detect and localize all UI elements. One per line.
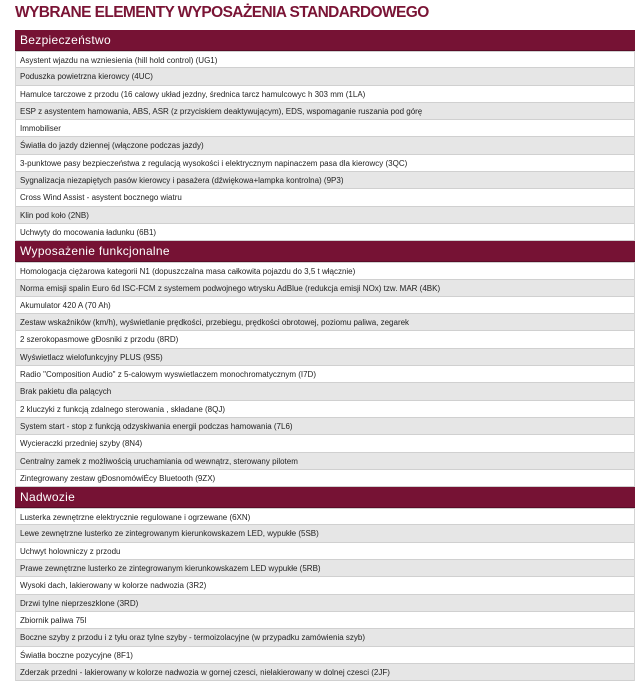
equipment-item: Wyświetlacz wielofunkcyjny PLUS (9S5)	[16, 349, 634, 366]
section-header: Bezpieczeństwo	[15, 30, 635, 51]
section	[15, 30, 635, 241]
section	[15, 241, 635, 487]
section-items	[15, 51, 635, 241]
equipment-item: Homologacja ciężarowa kategorii N1 (dopuszczalna masa całkowita pojazdu do 3,5 t włącznie)	[16, 262, 634, 279]
equipment-item: 2 kluczyki z funkcją zdalnego sterowania , składane (8QJ)	[16, 401, 634, 418]
equipment-item: Boczne szyby z przodu i z tyłu oraz tylne szyby - termoizolacyjne (w przypadku zamówienia szyb)	[16, 629, 634, 646]
equipment-item: Lewe zewnętrzne lusterko ze zintegrowanym kierunkowskazem LED, wypukłe (5SB)	[16, 525, 634, 542]
equipment-item: Norma emisji spalin Euro 6d ISC-FCM z systemem podwojnego wtrysku AdBlue (redukcja emisji NOx) tzw. MAR (4BK)	[16, 280, 634, 297]
equipment-item: Zestaw wskaźników (km/h), wyświetlanie prędkości, przebiegu, prędkości obrotowej, poziomu paliwa, zegarek	[16, 314, 634, 331]
equipment-item: Asystent wjazdu na wzniesienia (hill hold control) (UG1)	[16, 51, 634, 68]
equipment-sections	[15, 30, 635, 681]
equipment-item: Brak pakietu dla palących	[16, 383, 634, 400]
equipment-item: Zbiornik paliwa 75l	[16, 612, 634, 629]
equipment-item: Immobiliser	[16, 120, 634, 137]
equipment-item: Światła boczne pozycyjne (8F1)	[16, 647, 634, 664]
equipment-item: Centralny zamek z możliwością uruchamiania od wewnątrz, sterowany pilotem	[16, 453, 634, 470]
equipment-item: 3-punktowe pasy bezpieczeństwa z regulacją wysokości i elektrycznym napinaczem pasa dla kierowcy (3QC)	[16, 155, 634, 172]
equipment-item: 2 szerokopasmowe gĐosniki z przodu (8RD)	[16, 331, 634, 348]
section	[15, 487, 635, 681]
equipment-item: System start - stop z funkcją odzyskiwania energii podczas hamowania (7L6)	[16, 418, 634, 435]
equipment-item: Zderzak przedni - lakierowany w kolorze nadwozia w gornej czesci, nielakierowany w dolnej czesci (2JF)	[16, 664, 634, 681]
equipment-item: Poduszka powietrzna kierowcy (4UC)	[16, 68, 634, 85]
section-items	[15, 262, 635, 487]
equipment-item: Drzwi tylne nieprzeszklone (3RD)	[16, 595, 634, 612]
equipment-item: ESP z asystentem hamowania, ABS, ASR (z przyciskiem deaktywującym), EDS, wspomaganie ruszania pod górę	[16, 103, 634, 120]
equipment-item: Prawe zewnętrzne lusterko ze zintegrowanym kierunkowskazem LED wypukłe (5RB)	[16, 560, 634, 577]
equipment-item: Cross Wind Assist - asystent bocznego wiatru	[16, 189, 634, 206]
section-header: Nadwozie	[15, 487, 635, 508]
equipment-item: Klin pod koło (2NB)	[16, 207, 634, 224]
equipment-item: Hamulce tarczowe z przodu (16 calowy układ jezdny, średnica tarcz hamulcowyc h 303 mm (1LA)	[16, 86, 634, 103]
equipment-item: Sygnalizacja niezapiętych pasów kierowcy i pasażera (dźwiękowa+lampka kontrolna) (9P3)	[16, 172, 634, 189]
equipment-item: Zintegrowany zestaw gĐosnomówiĖcy Bluetooth (9ZX)	[16, 470, 634, 487]
equipment-item: Uchwyty do mocowania ładunku (6B1)	[16, 224, 634, 241]
equipment-item: Wycieraczki przedniej szyby (8N4)	[16, 435, 634, 452]
equipment-item: Światła do jazdy dziennej (włączone podczas jazdy)	[16, 137, 634, 154]
equipment-item: Wysoki dach, lakierowany w kolorze nadwozia (3R2)	[16, 577, 634, 594]
section-header: Wyposażenie funkcjonalne	[15, 241, 635, 262]
equipment-item: Lusterka zewnętrzne elektrycznie regulowane i ogrzewane (6XN)	[16, 508, 634, 525]
page-title: WYBRANE ELEMENTY WYPOSAŻENIA STANDARDOWEGO	[15, 4, 429, 21]
equipment-item: Uchwyt holowniczy z przodu	[16, 543, 634, 560]
equipment-item: Radio "Composition Audio" z 5-calowym wyswietlaczem monochromatycznym (I7D)	[16, 366, 634, 383]
section-items	[15, 508, 635, 681]
equipment-item: Akumulator 420 A (70 Ah)	[16, 297, 634, 314]
